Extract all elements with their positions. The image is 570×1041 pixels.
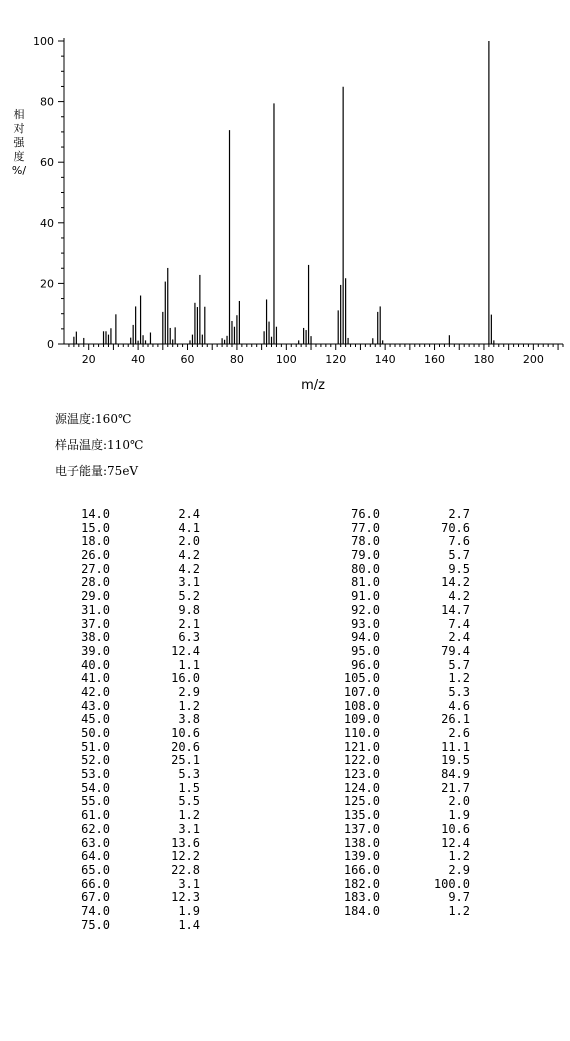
mz-value: 42.0 [81,684,110,699]
peak-table-row [70,631,200,645]
peak-table-row [340,878,470,892]
peak-table-row [70,850,200,864]
abundance-value: 13.6 [171,835,200,850]
abundance-value: 5.3 [448,684,470,699]
peak-table-row [70,768,200,782]
abundance-value: 21.7 [441,780,470,795]
mz-value: 63.0 [81,835,110,850]
mz-value: 78.0 [351,534,380,549]
mz-value: 184.0 [343,903,380,918]
mz-value: 79.0 [351,548,380,563]
abundance-value: 22.8 [171,862,200,877]
peak-table-row [340,795,470,809]
peak-table-row [340,645,470,659]
mz-value: 138.0 [343,835,380,850]
plot-area [33,35,563,366]
peak-table-row [70,919,200,933]
x-tick-label: 20 [81,353,96,366]
mz-value: 166.0 [343,862,380,877]
mz-value: 53.0 [81,767,110,782]
abundance-value: 70.6 [441,520,470,535]
mz-value: 50.0 [81,726,110,740]
mz-value: 41.0 [81,671,110,686]
peak-table-row [70,727,200,741]
mz-value: 76.0 [351,507,380,521]
mz-value: 38.0 [81,630,110,645]
peak-table-row [340,823,470,837]
x-tick-label: 160 [424,353,446,366]
peak-table-row [70,795,200,809]
mz-value: 51.0 [81,739,110,754]
peak-table-row [340,700,470,714]
peak-table-row [70,823,200,837]
mz-value: 14.0 [81,507,110,521]
y-axis-title-char: 度 [13,150,25,163]
peak-table-row [70,672,200,686]
abundance-value: 1.2 [448,671,470,686]
abundance-value: 100.0 [433,876,470,891]
abundance-value: 9.5 [448,561,470,576]
peak-table-row [70,713,200,727]
abundance-value: 1.2 [178,698,200,713]
abundance-value: 2.0 [448,794,470,809]
mz-value: 182.0 [343,876,380,891]
peak-table-right [340,508,470,919]
peak-table-row [70,659,200,673]
abundance-value: 9.7 [448,890,470,905]
peak-table-row [340,837,470,851]
abundance-value: 2.0 [178,534,200,549]
abundance-value: 1.4 [178,917,200,932]
mz-value: 94.0 [351,630,380,645]
x-axis-title: m/z [301,378,325,393]
x-tick-label: 140 [374,353,396,366]
abundance-value: 1.1 [178,657,200,672]
peak-table-row [340,604,470,618]
peak-table-row [70,878,200,892]
abundance-value: 16.0 [171,671,200,686]
abundance-value: 26.1 [441,712,470,727]
mz-value: 109.0 [343,712,380,727]
peak-table-row [340,891,470,905]
peak-table-row [70,604,200,618]
abundance-value: 2.9 [448,862,470,877]
abundance-value: 1.9 [178,903,200,918]
y-axis-title-char: 相 [13,108,25,121]
abundance-value: 4.6 [448,698,470,713]
source-temperature: 源温度:160℃ [55,412,132,426]
mz-value: 135.0 [343,808,380,823]
peak-table-row [340,522,470,536]
peak-table-row [340,535,470,549]
electron-energy: 电子能量:75eV [55,464,139,478]
peak-table-row [340,850,470,864]
abundance-value: 5.7 [448,657,470,672]
peak-table-row [70,535,200,549]
x-tick-label: 100 [275,353,297,366]
mz-value: 81.0 [351,575,380,590]
peak-table-row [340,590,470,604]
abundance-value: 1.2 [178,808,200,823]
abundance-value: 3.1 [178,876,200,891]
mz-value: 95.0 [351,643,380,658]
abundance-value: 25.1 [171,753,200,768]
x-tick-label: 80 [229,353,244,366]
y-axis-title [12,107,26,177]
abundance-value: 12.4 [171,643,200,658]
peak-table-row [340,631,470,645]
peak-table-row [70,837,200,851]
peak-table-row [340,905,470,919]
y-tick-label: 80 [40,95,54,109]
peak-table-row [340,686,470,700]
abundance-value: 3.1 [178,575,200,590]
abundance-value: 1.5 [178,780,200,795]
peak-table-row [340,864,470,878]
mz-value: 26.0 [81,548,110,563]
abundance-value: 6.3 [178,630,200,645]
abundance-value: 84.9 [441,767,470,782]
sample-temperature: 样品温度:110℃ [55,438,144,452]
abundance-value: 2.9 [178,684,200,699]
mz-value: 62.0 [81,821,110,836]
mz-value: 123.0 [343,767,380,782]
abundance-value: 12.3 [171,890,200,905]
mz-value: 64.0 [81,849,110,864]
peak-table-row [340,713,470,727]
mz-value: 52.0 [81,753,110,768]
abundance-value: 1.2 [448,903,470,918]
abundance-value: 5.3 [178,767,200,782]
mz-value: 96.0 [351,657,380,672]
peak-table-left [70,508,200,932]
mz-value: 183.0 [343,890,380,905]
abundance-value: 2.4 [178,507,200,521]
peak-table-row [70,618,200,632]
peak-table-row [70,508,200,522]
mz-value: 110.0 [343,726,380,740]
x-tick-label: 120 [325,353,347,366]
abundance-value: 2.1 [178,616,200,631]
abundance-value: 12.4 [441,835,470,850]
abundance-value: 11.1 [441,739,470,754]
mz-value: 43.0 [81,698,110,713]
mz-value: 18.0 [81,534,110,549]
peak-table-row [340,809,470,823]
peak-table-row [70,686,200,700]
mz-value: 75.0 [81,917,110,932]
abundance-value: 4.1 [178,520,200,535]
abundance-value: 5.2 [178,589,200,604]
mz-value: 54.0 [81,780,110,795]
peak-table-row [340,563,470,577]
peak-table-row [70,809,200,823]
abundance-value: 1.9 [448,808,470,823]
peak-table-row [70,590,200,604]
peak-table-row [70,782,200,796]
peak-table-row [70,549,200,563]
abundance-value: 4.2 [178,561,200,576]
mz-value: 39.0 [81,643,110,658]
peak-table-row [70,576,200,590]
y-axis-title-char: 强 [13,136,25,149]
abundance-value: 14.7 [441,602,470,617]
y-tick-label: 20 [40,277,54,291]
mz-value: 124.0 [343,780,380,795]
peak-table-row [340,727,470,741]
peak-table-row [70,754,200,768]
peak-table-row [340,768,470,782]
peak-table-row [340,782,470,796]
mz-value: 92.0 [351,602,380,617]
mz-value: 40.0 [81,657,110,672]
abundance-value: 3.1 [178,821,200,836]
mz-value: 77.0 [351,520,380,535]
peak-table-row [70,864,200,878]
abundance-value: 2.4 [448,630,470,645]
mz-value: 121.0 [343,739,380,754]
peak-table-row [340,659,470,673]
peak-table-row [70,700,200,714]
abundance-value: 3.8 [178,712,200,727]
abundance-value: 20.6 [171,739,200,754]
peak-table-row [70,741,200,755]
x-tick-label: 60 [180,353,195,366]
abundance-value: 4.2 [448,589,470,604]
peak-table-row [340,508,470,522]
mz-value: 15.0 [81,520,110,535]
x-tick-label: 200 [522,353,544,366]
abundance-value: 19.5 [441,753,470,768]
y-tick-label: 60 [40,156,54,170]
y-tick-label: 100 [33,35,54,48]
mz-value: 91.0 [351,589,380,604]
abundance-value: 5.5 [178,794,200,809]
mz-value: 65.0 [81,862,110,877]
mz-value: 37.0 [81,616,110,631]
mz-value: 45.0 [81,712,110,727]
abundance-value: 12.2 [171,849,200,864]
mz-value: 67.0 [81,890,110,905]
peak-table-row [340,576,470,590]
peak-table-row [340,754,470,768]
y-tick-label: 40 [40,216,54,230]
abundance-value: 10.6 [171,726,200,740]
peak-table-row [70,645,200,659]
peak-table-row [340,741,470,755]
peak-table-row [340,549,470,563]
abundance-value: 9.8 [178,602,200,617]
y-tick-label: 0 [47,338,54,351]
abundance-value: 2.6 [448,726,470,740]
peak-table-row [340,672,470,686]
mz-value: 61.0 [81,808,110,823]
mz-value: 137.0 [343,821,380,836]
mz-value: 28.0 [81,575,110,590]
mz-value: 29.0 [81,589,110,604]
x-tick-label: 40 [131,353,146,366]
abundance-value: 7.6 [448,534,470,549]
mz-value: 105.0 [343,671,380,686]
mz-value: 122.0 [343,753,380,768]
y-axis-title-char: 对 [13,122,25,135]
abundance-value: 7.4 [448,616,470,631]
mz-value: 107.0 [343,684,380,699]
mz-value: 93.0 [351,616,380,631]
x-tick-label: 180 [473,353,495,366]
peak-table-row [70,563,200,577]
abundance-value: 4.2 [178,548,200,563]
mz-value: 139.0 [343,849,380,864]
peak-table-row [70,905,200,919]
abundance-value: 1.2 [448,849,470,864]
abundance-value: 2.7 [448,507,470,521]
abundance-value: 79.4 [441,643,470,658]
mass-spectrum-chart [0,0,570,395]
peak-table-row [340,618,470,632]
mz-value: 108.0 [343,698,380,713]
mz-value: 27.0 [81,561,110,576]
peak-table-row [70,891,200,905]
y-axis-title-char: %/ [11,164,27,177]
mz-value: 55.0 [81,794,110,809]
peak-table-row [70,522,200,536]
abundance-value: 5.7 [448,548,470,563]
mz-value: 66.0 [81,876,110,891]
mz-value: 125.0 [343,794,380,809]
abundance-value: 10.6 [441,821,470,836]
abundance-value: 14.2 [441,575,470,590]
mz-value: 31.0 [81,602,110,617]
mz-value: 80.0 [351,561,380,576]
mz-value: 74.0 [81,903,110,918]
